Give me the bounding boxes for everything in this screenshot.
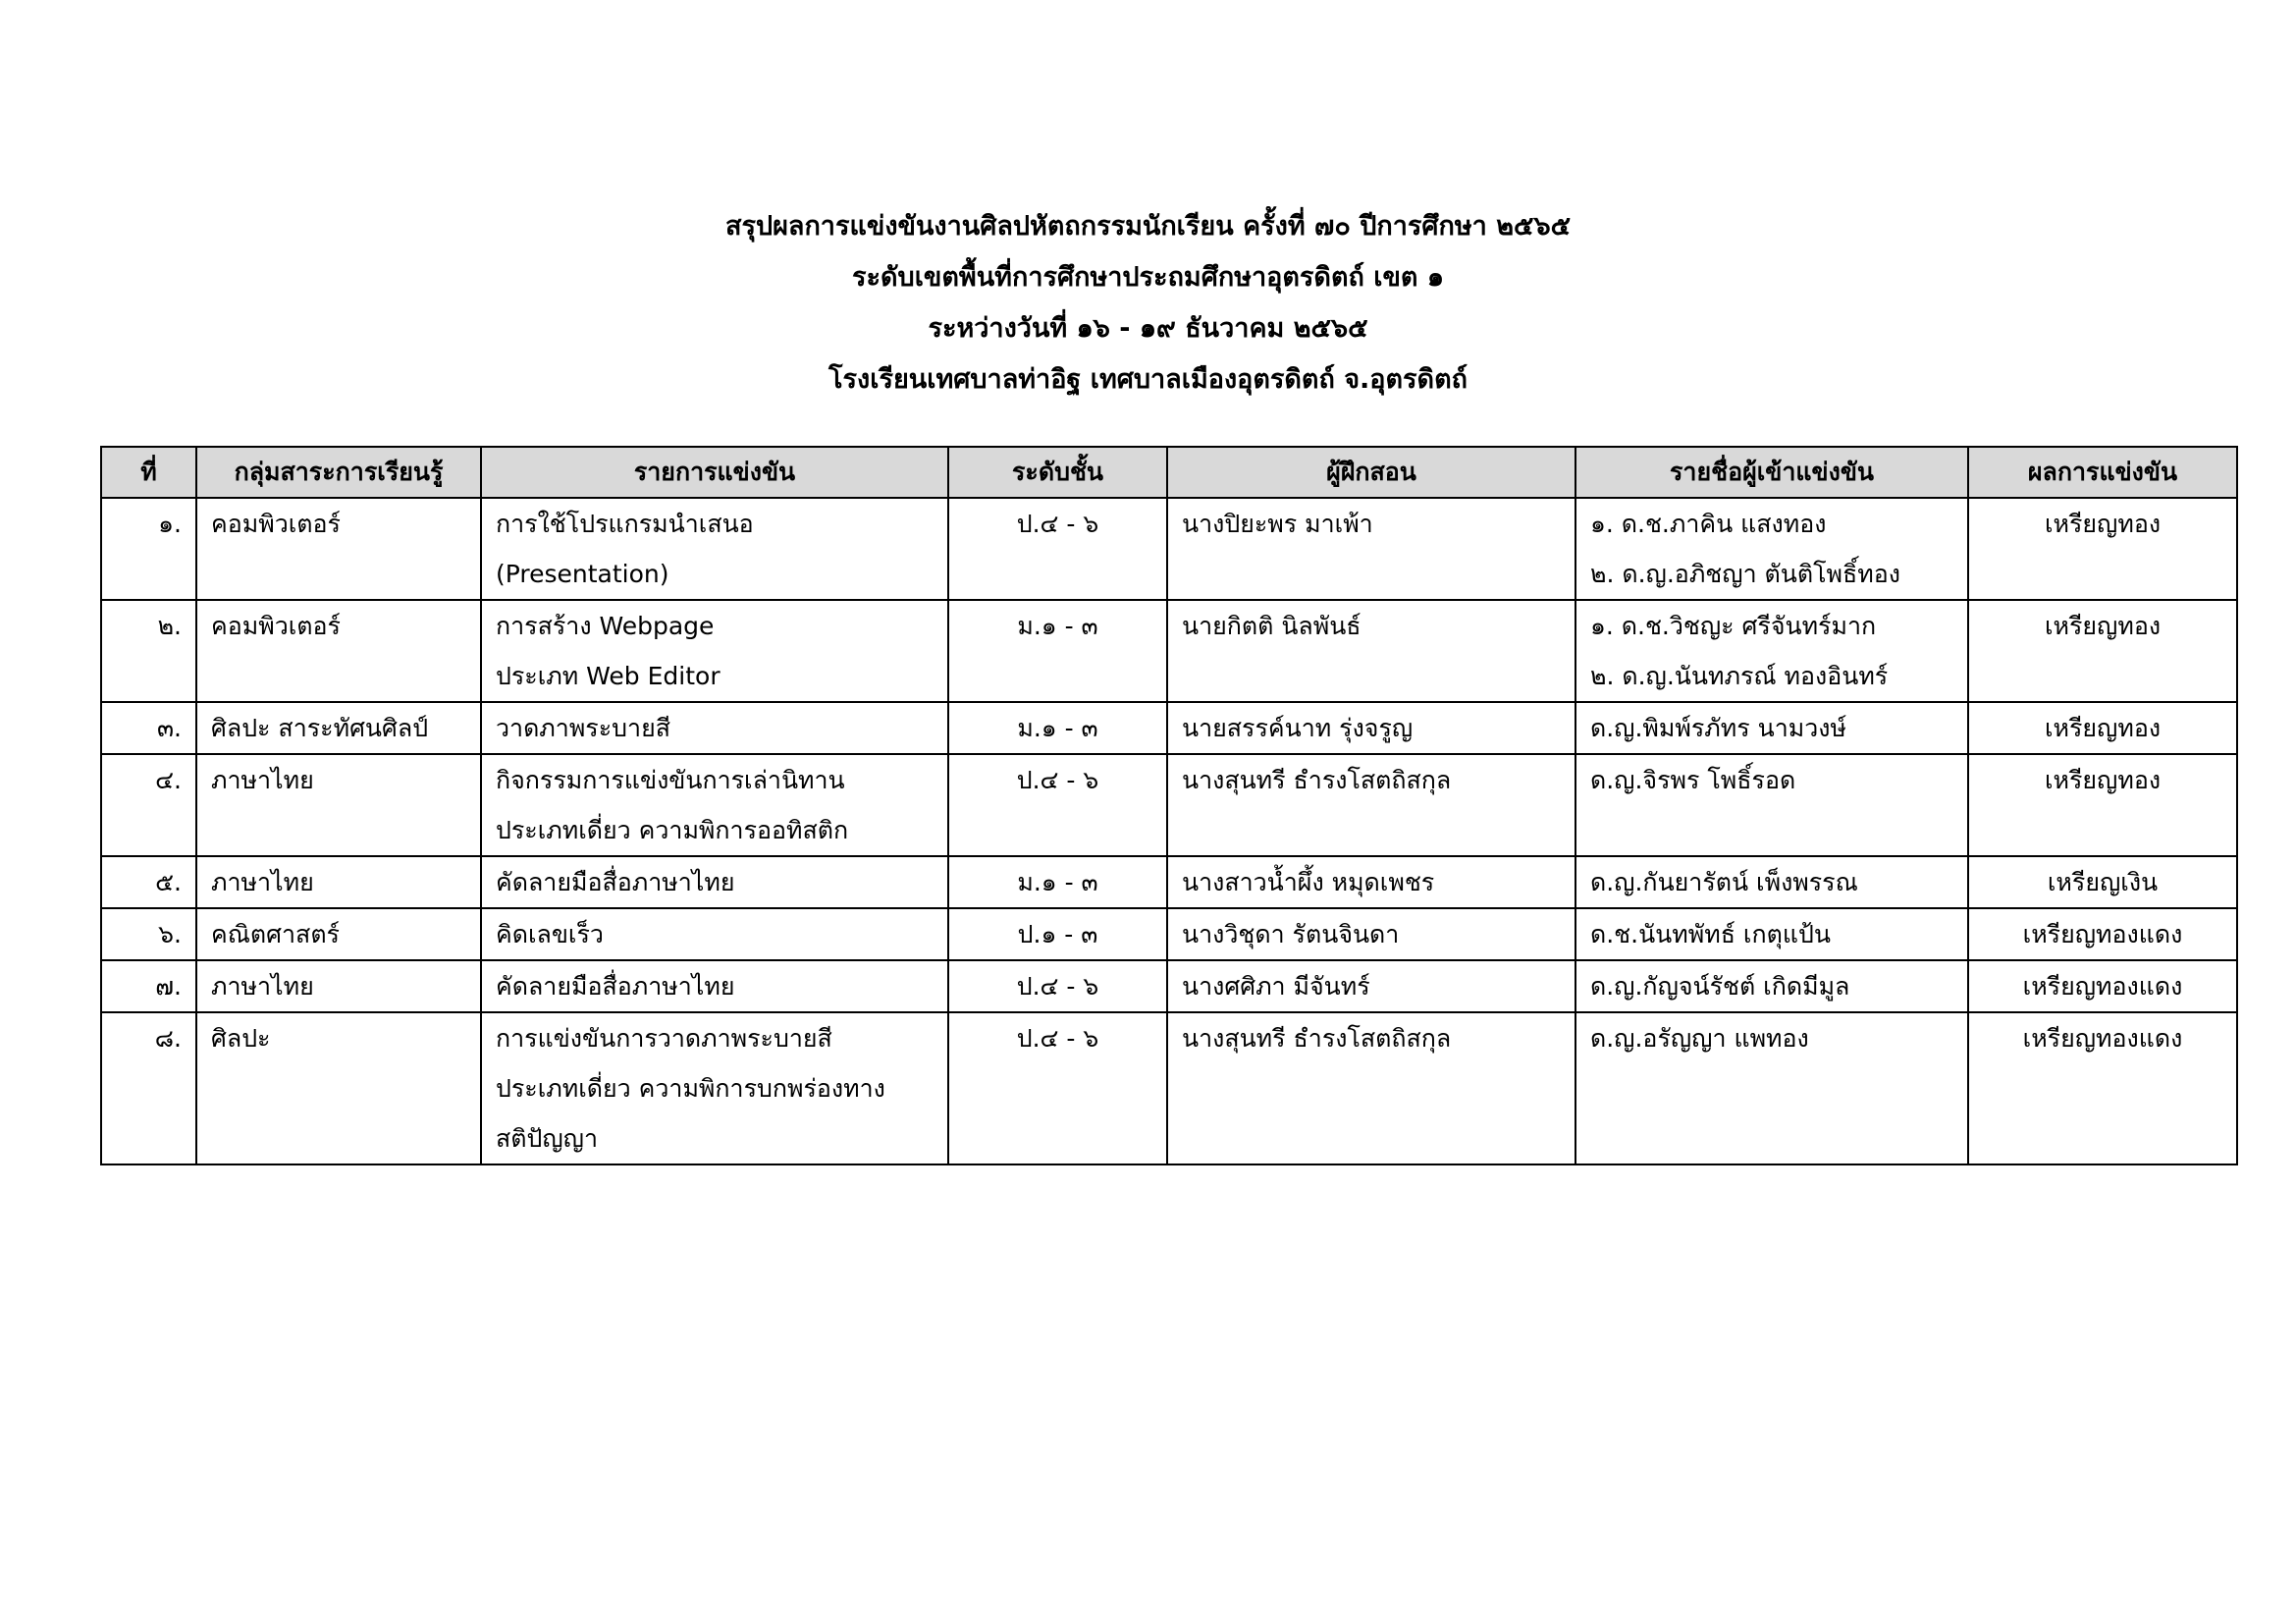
cell-trainer: นางสุนทรี ธำรงโสตถิสกุล — [1167, 754, 1575, 856]
cell-result: เหรียญทอง — [1968, 600, 2237, 702]
cell-no: ๔. — [101, 754, 196, 856]
cell-result: เหรียญเงิน — [1968, 856, 2237, 908]
cell-students — [1575, 1012, 1968, 1164]
event-line: คัดลายมือสื่อภาษาไทย — [496, 868, 735, 896]
cell-trainer: นายสรรค์นาท รุ่งจรูญ — [1167, 702, 1575, 754]
cell-subject: ภาษาไทย — [196, 856, 481, 908]
cell-students — [1575, 600, 1968, 702]
cell-no: ๘. — [101, 1012, 196, 1164]
student-name: ด.ญ.กันยารัตน์ เพ็งพรรณ — [1590, 868, 1858, 896]
event-line: คัดลายมือสื่อภาษาไทย — [496, 972, 735, 1001]
header-no: ที่ — [101, 447, 196, 498]
cell-level: ม.๑ - ๓ — [948, 600, 1167, 702]
event-line: (Presentation) — [496, 560, 669, 588]
cell-level: ป.๔ - ๖ — [948, 960, 1167, 1012]
cell-result: เหรียญทองแดง — [1968, 960, 2237, 1012]
cell-subject: คอมพิวเตอร์ — [196, 498, 481, 600]
cell-no: ๗. — [101, 960, 196, 1012]
cell-trainer: นางปิยะพร มาเพ้า — [1167, 498, 1575, 600]
cell-students — [1575, 908, 1968, 960]
cell-level: ม.๑ - ๓ — [948, 856, 1167, 908]
cell-subject: ภาษาไทย — [196, 960, 481, 1012]
cell-trainer: นางสาวน้ำผึ้ง หมุดเพชร — [1167, 856, 1575, 908]
cell-level: ป.๔ - ๖ — [948, 498, 1167, 600]
cell-trainer: นายกิตติ นิลพันธ์ — [1167, 600, 1575, 702]
header-level: ระดับชั้น — [948, 447, 1167, 498]
cell-result: เหรียญทอง — [1968, 754, 2237, 856]
table-row — [101, 1012, 2237, 1164]
cell-event — [481, 908, 948, 960]
event-line: ประเภทเดี่ยว ความพิการบกพร่องทาง — [496, 1074, 885, 1103]
student-name: ๒. ด.ญ.อภิชญา ตันติโพธิ์ทอง — [1590, 560, 1900, 588]
cell-event — [481, 702, 948, 754]
event-line: วาดภาพระบายสี — [496, 714, 670, 742]
cell-subject: ศิลปะ — [196, 1012, 481, 1164]
cell-trainer: นางศศิภา มีจันทร์ — [1167, 960, 1575, 1012]
cell-subject: ศิลปะ สาระทัศนศิลป์ — [196, 702, 481, 754]
event-line: ประเภทเดี่ยว ความพิการออทิสติก — [496, 816, 849, 844]
cell-event — [481, 600, 948, 702]
event-line: การแข่งขันการวาดภาพระบายสี — [496, 1024, 832, 1053]
header-dates: ระหว่างวันที่ ๑๖ - ๑๙ ธันวาคม ๒๕๖๕ — [928, 313, 1368, 344]
results-table — [100, 446, 2238, 1165]
cell-no: ๕. — [101, 856, 196, 908]
student-name: ด.ช.นันทพัทธ์ เกตุแป้น — [1590, 920, 1831, 948]
cell-students — [1575, 498, 1968, 600]
cell-students — [1575, 960, 1968, 1012]
cell-subject: คอมพิวเตอร์ — [196, 600, 481, 702]
cell-students — [1575, 856, 1968, 908]
table-header-row — [101, 447, 2237, 498]
cell-no: ๓. — [101, 702, 196, 754]
cell-subject: ภาษาไทย — [196, 754, 481, 856]
header-result: ผลการแข่งขัน — [1968, 447, 2237, 498]
student-name: ด.ญ.กัญจน์รัชต์ เกิดมีมูล — [1590, 972, 1850, 1001]
cell-event — [481, 960, 948, 1012]
event-line: การใช้โปรแกรมนำเสนอ — [496, 510, 754, 538]
event-line: การสร้าง Webpage — [496, 612, 715, 640]
table-row — [101, 498, 2237, 600]
cell-result: เหรียญทองแดง — [1968, 908, 2237, 960]
header-subject: กลุ่มสาระการเรียนรู้ — [196, 447, 481, 498]
event-line: สติปัญญา — [496, 1124, 599, 1153]
student-name: ๑. ด.ช.ภาคิน แสงทอง — [1590, 510, 1827, 538]
cell-students — [1575, 702, 1968, 754]
header-trainer: ผู้ฝึกสอน — [1167, 447, 1575, 498]
cell-no: ๖. — [101, 908, 196, 960]
cell-result: เหรียญทองแดง — [1968, 1012, 2237, 1164]
event-line: ประเภท Web Editor — [496, 662, 721, 690]
cell-level: ป.๑ - ๓ — [948, 908, 1167, 960]
header-venue: โรงเรียนเทศบาลท่าอิฐ เทศบาลเมืองอุตรดิตถ์ จ.อุตรดิตถ์ — [828, 364, 1468, 395]
student-name: ๑. ด.ช.วิชญะ ศรีจันทร์มาก — [1590, 612, 1877, 640]
cell-result: เหรียญทอง — [1968, 498, 2237, 600]
cell-level: ม.๑ - ๓ — [948, 702, 1167, 754]
cell-level: ป.๔ - ๖ — [948, 1012, 1167, 1164]
event-line: คิดเลขเร็ว — [496, 920, 604, 948]
event-line: กิจกรรมการแข่งขันการเล่านิทาน — [496, 766, 845, 794]
cell-subject: คณิตศาสตร์ — [196, 908, 481, 960]
header-area: ระดับเขตพื้นที่การศึกษาประถมศึกษาอุตรดิตถ์ เขต ๑ — [852, 262, 1444, 293]
cell-event — [481, 754, 948, 856]
cell-trainer: นางสุนทรี ธำรงโสตถิสกุล — [1167, 1012, 1575, 1164]
cell-no: ๒. — [101, 600, 196, 702]
table-row — [101, 856, 2237, 908]
header-title: สรุปผลการแข่งขันงานศิลปหัตถกรรมนักเรียน ครั้งที่ ๗๐ ปีการศึกษา ๒๕๖๕ — [724, 211, 1572, 242]
table-row — [101, 702, 2237, 754]
cell-result: เหรียญทอง — [1968, 702, 2237, 754]
student-name: ด.ญ.อรัญญา แพทอง — [1590, 1024, 1809, 1053]
header-event: รายการแข่งขัน — [481, 447, 948, 498]
table-row — [101, 754, 2237, 856]
document-header — [0, 201, 2296, 406]
header-students: รายชื่อผู้เข้าแข่งขัน — [1575, 447, 1968, 498]
student-name: ด.ญ.จิรพร โพธิ์รอด — [1590, 766, 1796, 794]
cell-trainer: นางวิชุดา รัตนจินดา — [1167, 908, 1575, 960]
table-row — [101, 600, 2237, 702]
cell-event — [481, 1012, 948, 1164]
cell-level: ป.๔ - ๖ — [948, 754, 1167, 856]
cell-no: ๑. — [101, 498, 196, 600]
table-row — [101, 908, 2237, 960]
cell-event — [481, 856, 948, 908]
student-name: ด.ญ.พิมพ์รภัทร นามวงษ์ — [1590, 714, 1846, 742]
student-name: ๒. ด.ญ.นันทภรณ์ ทองอินทร์ — [1590, 662, 1889, 690]
table-row — [101, 960, 2237, 1012]
cell-students — [1575, 754, 1968, 856]
cell-event — [481, 498, 948, 600]
